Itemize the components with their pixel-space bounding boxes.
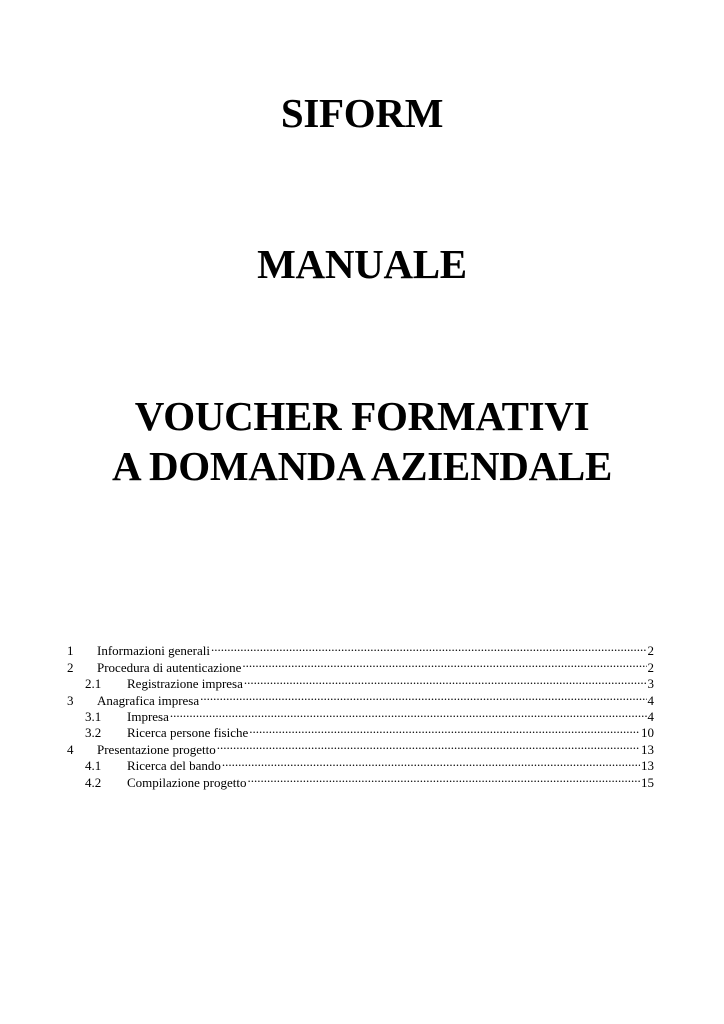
toc-entry-page: 10 — [641, 725, 654, 741]
toc-entry-number: 4.1 — [85, 758, 102, 774]
toc-entry-title: Procedura di autenticazione — [97, 659, 242, 675]
toc-entry-page: 4 — [647, 692, 654, 708]
toc-entry-title: Compilazione progetto — [127, 774, 247, 790]
toc-entry-number: 3.2 — [85, 725, 102, 741]
toc-entry-number: 3.1 — [85, 708, 102, 724]
toc-entry-number: 2 — [67, 659, 74, 675]
toc-entry-title: Registrazione impresa — [127, 676, 243, 692]
toc-entry-page: 4 — [647, 708, 654, 724]
toc-entry-title: Ricerca del bando — [127, 758, 221, 774]
toc-entry-title: Ricerca persone fisiche — [127, 725, 249, 741]
toc-dot-leader — [170, 705, 647, 721]
toc-dot-leader — [222, 754, 640, 770]
toc-entry-title: Informazioni generali — [97, 643, 210, 659]
toc-entry-title: Anagrafica impresa — [97, 692, 200, 708]
toc-entry-page: 15 — [641, 774, 654, 790]
toc-dot-leader — [217, 737, 640, 753]
toc-entry-page: 3 — [647, 676, 654, 692]
toc-dot-leader — [211, 639, 647, 655]
toc-dot-leader — [249, 721, 640, 737]
toc-entry-title: Presentazione progetto — [97, 741, 216, 757]
toc-entry-page: 13 — [641, 758, 654, 774]
toc-entry-number: 4.2 — [85, 774, 102, 790]
document-subtitle: MANUALE — [257, 241, 467, 287]
toc-dot-leader — [248, 770, 640, 786]
toc-entry[interactable] — [67, 639, 654, 659]
toc-entry-number: 4 — [67, 741, 74, 757]
toc-entry-page: 2 — [647, 643, 654, 659]
table-of-contents — [67, 639, 654, 790]
toc-entry-number: 2.1 — [85, 676, 102, 692]
toc-entry-number: 3 — [67, 692, 74, 708]
toc-dot-leader — [244, 672, 647, 688]
toc-entry-title: Impresa — [127, 708, 169, 724]
document-title: SIFORM — [280, 90, 444, 136]
toc-entry-page: 2 — [647, 659, 654, 675]
document-heading-line-1: VOUCHER FORMATIVI — [134, 393, 590, 439]
toc-entry-page: 13 — [641, 741, 654, 757]
toc-dot-leader — [242, 655, 646, 671]
toc-dot-leader — [200, 688, 646, 704]
document-heading-line-2: A DOMANDA AZIENDALE — [111, 443, 613, 489]
toc-entry-number: 1 — [67, 643, 74, 659]
